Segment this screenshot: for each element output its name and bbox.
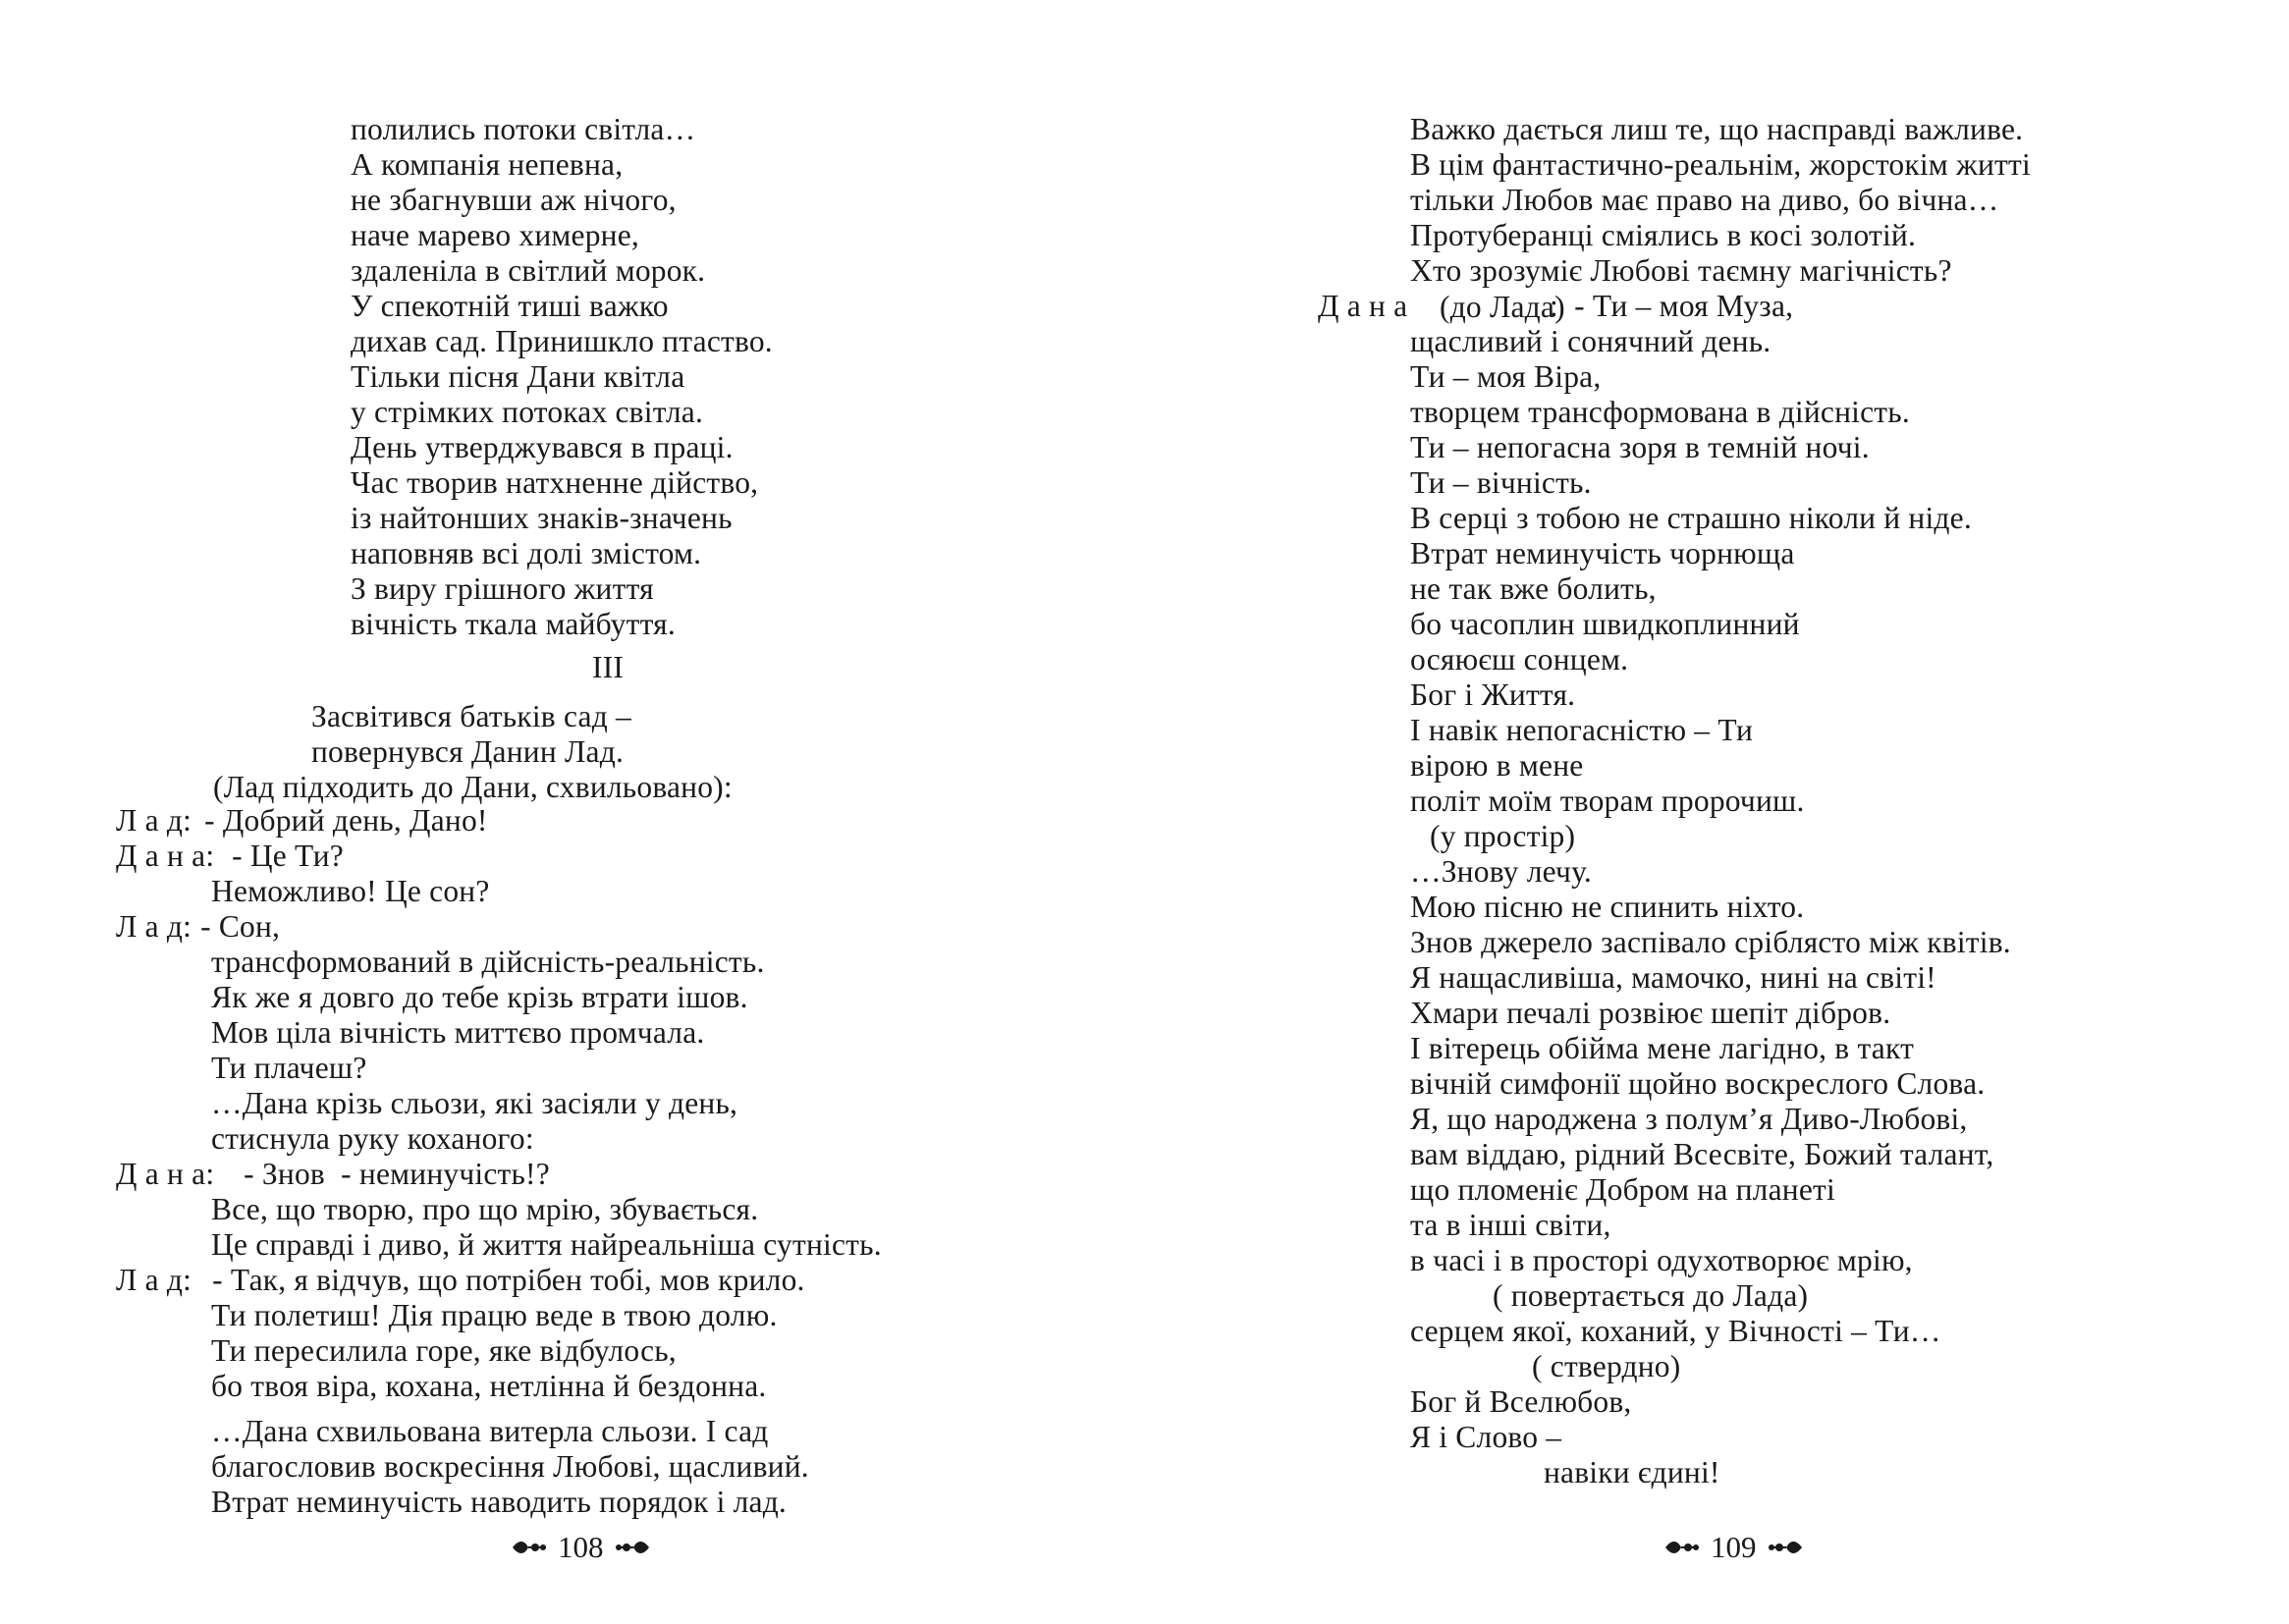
speaker-label: Л а д:	[116, 909, 192, 944]
verse-line: В серці з тобою не страшно ніколи й ніде.	[1410, 501, 1972, 535]
verse-line: здаленіла в світлий морок.	[351, 253, 706, 288]
verse-line: Бог і Життя.	[1410, 677, 1576, 712]
verse-line: Знов джерело заспівало сріблясто між квітів.	[1410, 925, 2011, 959]
verse-line: День утверджувався в праці.	[351, 430, 734, 464]
dialogue-line: стиснула руку коханого:	[211, 1121, 534, 1156]
page-number: 108	[558, 1530, 604, 1564]
verse-line: осяюєш сонцем.	[1410, 642, 1629, 677]
verse-line: Хто зрозуміє Любові таємну магічність?	[1410, 253, 1952, 288]
verse-line: Я, що народжена з полум’я Диво-Любові,	[1410, 1102, 1968, 1136]
verse-line: бо часоплин швидкоплинний	[1410, 607, 1800, 641]
page-footer	[1663, 1528, 1804, 1567]
verse-line: наче марево химерне,	[351, 218, 639, 252]
dialogue-line: - Так, я відчув, що потрібен тобі, мов крило.	[196, 1263, 805, 1297]
dialogue-line: Мов ціла вічність миттєво промчала.	[211, 1015, 705, 1050]
verse-line: Протуберанці сміялись в косі золотій.	[1410, 218, 1917, 252]
stage-direction: ( ствердно)	[1532, 1349, 1681, 1383]
verse-line: Я і Слово –	[1410, 1420, 1562, 1454]
verse-line: У спекотній тиші важко	[351, 289, 669, 323]
verse-line: серцем якої, коханий, у Вічності – Ти…	[1410, 1314, 1941, 1348]
dialogue-line: Неможливо! Це сон?	[211, 874, 490, 908]
dialogue-line: - Сон,	[192, 909, 281, 944]
verse-line: В цім фантастично-реальнім, жорстокім житті	[1410, 147, 2031, 182]
dialogue-line: Ти плачеш?	[211, 1051, 367, 1085]
ornament-icon	[1767, 1536, 1804, 1559]
verse-line: дихав сад. Принишкло птаство.	[351, 324, 773, 358]
verse-line: у стрімких потоках світла.	[351, 395, 704, 429]
ornament-icon	[614, 1536, 651, 1559]
verse-line: Ти – непогасна зоря в темній ночі.	[1410, 430, 1870, 464]
verse-line: із найтонших знаків-значень	[351, 501, 733, 535]
verse-line: Час творив натхненне дійство,	[351, 465, 759, 500]
verse-line: вірою в мене	[1410, 748, 1584, 783]
stage-direction: (Лад підходить до Дани, схвильовано):	[213, 770, 733, 804]
verse-line: Тільки пісня Дани квітла	[351, 359, 685, 394]
verse-line: вічність ткала майбуття.	[351, 607, 676, 641]
verse-line: Мою пісню не спинить ніхто.	[1410, 890, 1805, 924]
verse-line: політ моїм творам пророчиш.	[1410, 784, 1805, 818]
dialogue-line: Все, що творю, про що мрію, збувається.	[211, 1192, 759, 1226]
dialogue-line: …Дана крізь сльози, які засіяли у день,	[211, 1086, 738, 1120]
verse-line: Ти – моя Віра,	[1410, 359, 1602, 394]
speaker-label: Д а н а:	[116, 839, 215, 873]
speaker-direction: (до Лада)	[1440, 290, 1565, 324]
verse-line: навіки єдині!	[1544, 1455, 1720, 1489]
dialogue-line: - Добрий день, Дано!	[196, 803, 488, 838]
dialogue-line: бо твоя віра, кохана, нетлінна й бездонна.	[211, 1369, 767, 1403]
speaker-label: Л а д:	[116, 1263, 192, 1297]
ornament-icon	[511, 1536, 548, 1559]
verse-line: тільки Любов має право на диво, бо вічна…	[1410, 183, 1999, 217]
verse-line: …Знову лечу.	[1410, 854, 1592, 889]
closing-line: Втрат неминучість наводить порядок і лад.	[211, 1485, 787, 1519]
closing-line: благословив воскресіння Любові, щасливий.	[211, 1449, 809, 1484]
verse-line: вічній симфонії щойно воскреслого Слова.	[1410, 1066, 1986, 1101]
speaker-label: Л а д:	[116, 803, 192, 838]
verse-line: Втрат неминучість чорнюща	[1410, 536, 1795, 570]
verse-line: щасливий і сонячний день.	[1410, 324, 1771, 358]
verse-line: творцем трансформована в дійсність.	[1410, 395, 1910, 429]
verse-line: вам віддаю, рідний Всесвіте, Божий талант,	[1410, 1137, 1994, 1171]
closing-line: …Дана схвильована витерла сльози. І сад	[211, 1414, 769, 1448]
stage-direction: (у простір)	[1430, 819, 1576, 853]
dialogue-line: трансформований в дійсність-реальність.	[211, 945, 765, 979]
verse-line: Ти – вічність.	[1410, 465, 1592, 500]
verse-line: І вітерець обійма мене лагідно, в такт	[1410, 1031, 1915, 1065]
page-number: 109	[1711, 1530, 1757, 1564]
verse-line: А компанія непевна,	[351, 147, 624, 182]
dialogue-line: : - Ти – моя Муза,	[1550, 289, 1794, 323]
verse-line: Хмари печалі розвіює шепіт дібров.	[1410, 996, 1891, 1030]
verse-line: І навік непогасністю – Ти	[1410, 713, 1754, 747]
verse-line: не збагнувши аж нічого,	[351, 183, 677, 217]
dialogue-line: Це справді і диво, й життя найреальніша сутність.	[211, 1227, 882, 1262]
dialogue-line: - Це Ти?	[224, 839, 344, 873]
stage-direction: ( повертається до Лада)	[1493, 1278, 1809, 1313]
dialogue-line: Як же я довго до тебе крізь втрати ішов.	[211, 980, 748, 1014]
verse-line: Бог й Вселюбов,	[1410, 1384, 1632, 1419]
verse-line: в часі і в просторі одухотворює мрію,	[1410, 1243, 1913, 1277]
dialogue-line: - Знов - неминучість!?	[228, 1157, 550, 1191]
dialogue-line: Ти полетиш! Дія працю веде в твою долю.	[211, 1298, 778, 1332]
verse-line: Засвітився батьків сад –	[311, 699, 631, 733]
verse-line: повернувся Данин Лад.	[311, 734, 625, 769]
section-number: III	[592, 650, 625, 684]
verse-line: Важко дається лиш те, що насправді важливе.	[1410, 112, 2024, 146]
verse-line: полились потоки світла…	[351, 112, 696, 146]
verse-line: Я нащасливіша, мамочко, нині на світі!	[1410, 960, 1936, 995]
speaker-label: Д а н а:	[116, 1157, 215, 1191]
right-page	[1145, 0, 2289, 1624]
page-footer	[511, 1528, 651, 1567]
left-page	[0, 0, 1144, 1624]
dialogue-line: Ти пересилила горе, яке відбулось,	[211, 1333, 677, 1368]
verse-line: наповняв всі долі змістом.	[351, 536, 702, 570]
verse-line: не так вже болить,	[1410, 571, 1657, 606]
speaker-label: Д а н а	[1318, 289, 1408, 323]
verse-line: З виру грішного життя	[351, 571, 654, 606]
verse-line: та в інші світи,	[1410, 1208, 1611, 1242]
ornament-icon	[1663, 1536, 1701, 1559]
verse-line: що пломеніє Добром на планеті	[1410, 1172, 1835, 1207]
